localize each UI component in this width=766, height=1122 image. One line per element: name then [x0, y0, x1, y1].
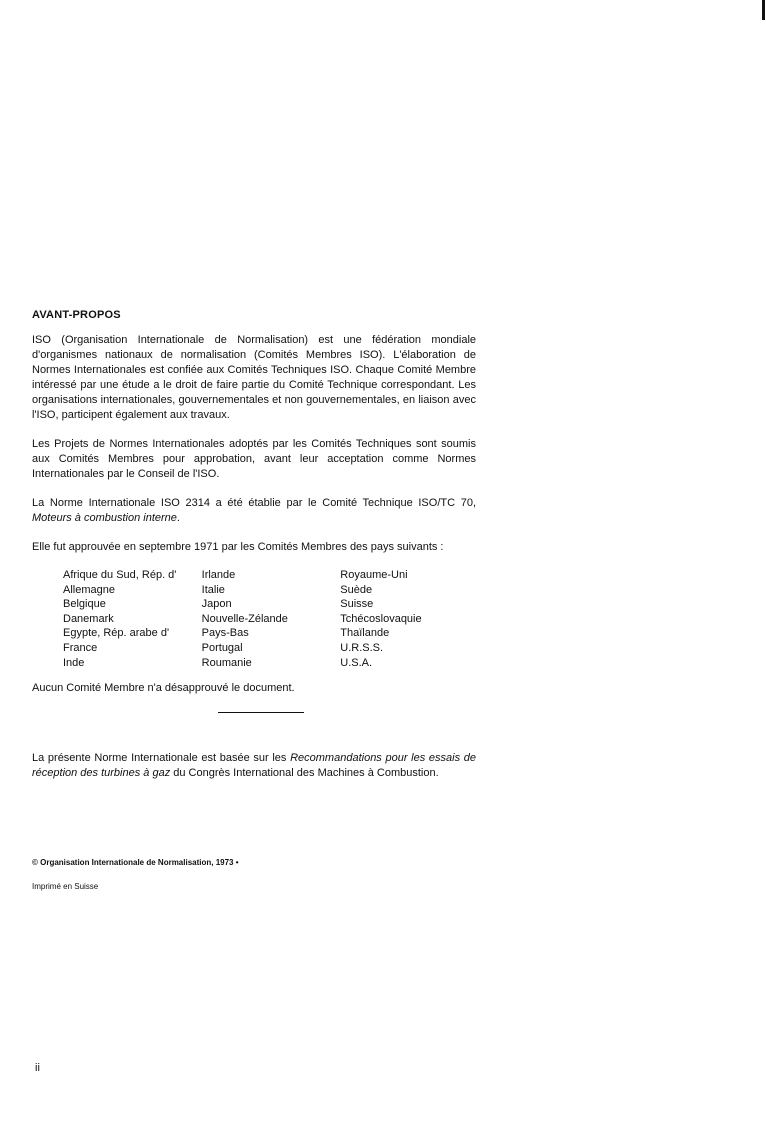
countries-column-2: [202, 568, 341, 670]
paragraph-based-on: [32, 751, 476, 781]
paragraph-no-disapproval: Aucun Comité Membre n'a désapprouvé le document.: [32, 682, 295, 695]
page-number: ii: [35, 1062, 40, 1074]
printed-in-line: Imprimé en Suisse: [32, 882, 99, 891]
based-on-text-2: du Congrès International des Machines à Combustion.: [170, 767, 439, 780]
standard-origin-end: .: [176, 512, 180, 524]
country-name: Tchécoslovaquie: [340, 612, 422, 625]
country-name: Allemagne: [63, 583, 115, 596]
member-countries-list: [63, 568, 476, 670]
page-edge-mark: [762, 0, 765, 20]
foreword-section: [32, 308, 476, 781]
country-name: U.R.S.S.: [340, 641, 384, 654]
countries-column-1: [63, 568, 202, 670]
countries-column-3: [340, 568, 476, 670]
standard-origin-text: La Norme Internationale ISO 2314 a été établie par le Comité Technique ISO/TC 70,: [32, 497, 476, 509]
country-name: Belgique: [63, 598, 106, 611]
country-name: Egypte, Rép. arabe d': [63, 627, 170, 640]
paragraph-iso-description: ISO (Organisation Internationale de Normalisation) est une fédération mondiale d'organismes nationaux de normalisation (Comités Membres ISO). L'élaboration de Normes Internationales est confiée aux Comités Techniques ISO. Chaque Comité Membre intéressé par une étude a le droit de faire partie du Comité Technique correspondant. Les organisations internationales, gouvernementales et non gouvernementales, en liaison avec l'ISO, participent également aux travaux.: [32, 334, 476, 421]
country-name: Irlande: [201, 569, 236, 581]
paragraph-standard-origin: [32, 496, 476, 526]
country-name: Inde: [63, 656, 85, 669]
copyright-line: © Organisation Internationale de Normalisation, 1973 •: [32, 858, 239, 867]
country-name: Portugal: [201, 641, 243, 654]
paragraph-approval-date: Elle fut approuvée en septembre 1971 par les Comités Membres des pays suivants :: [32, 541, 444, 553]
country-name: U.S.A.: [340, 656, 373, 669]
country-name: Thaïlande: [340, 627, 390, 640]
country-name: Nouvelle-Zélande: [201, 612, 288, 625]
country-name: Suisse: [340, 598, 374, 611]
section-heading: AVANT-PROPOS: [32, 309, 121, 321]
country-name: France: [63, 641, 98, 654]
paragraph-draft-approval: Les Projets de Normes Internationales adoptés par les Comités Techniques sont soumis aux Comités Membres pour approbation, avant leur acceptation comme Normes Internationales par le Conseil de l'ISO.: [32, 438, 476, 480]
separator-rule: [218, 712, 304, 713]
country-name: Italie: [201, 583, 225, 596]
country-name: Suède: [340, 583, 373, 596]
country-name: Pays-Bas: [201, 627, 249, 640]
recommendations-title: Recommandations pour les essais de réception des turbines à gaz: [32, 752, 476, 780]
country-name: Japon: [201, 598, 232, 611]
country-name: Danemark: [63, 612, 114, 625]
country-name: Roumanie: [201, 656, 252, 669]
based-on-text-1: La présente Norme Internationale est basée sur les: [32, 752, 291, 765]
committee-title: Moteurs à combustion interne: [32, 512, 177, 524]
country-name: Royaume-Uni: [340, 569, 408, 581]
country-name: Afrique du Sud, Rép. d': [63, 569, 177, 581]
